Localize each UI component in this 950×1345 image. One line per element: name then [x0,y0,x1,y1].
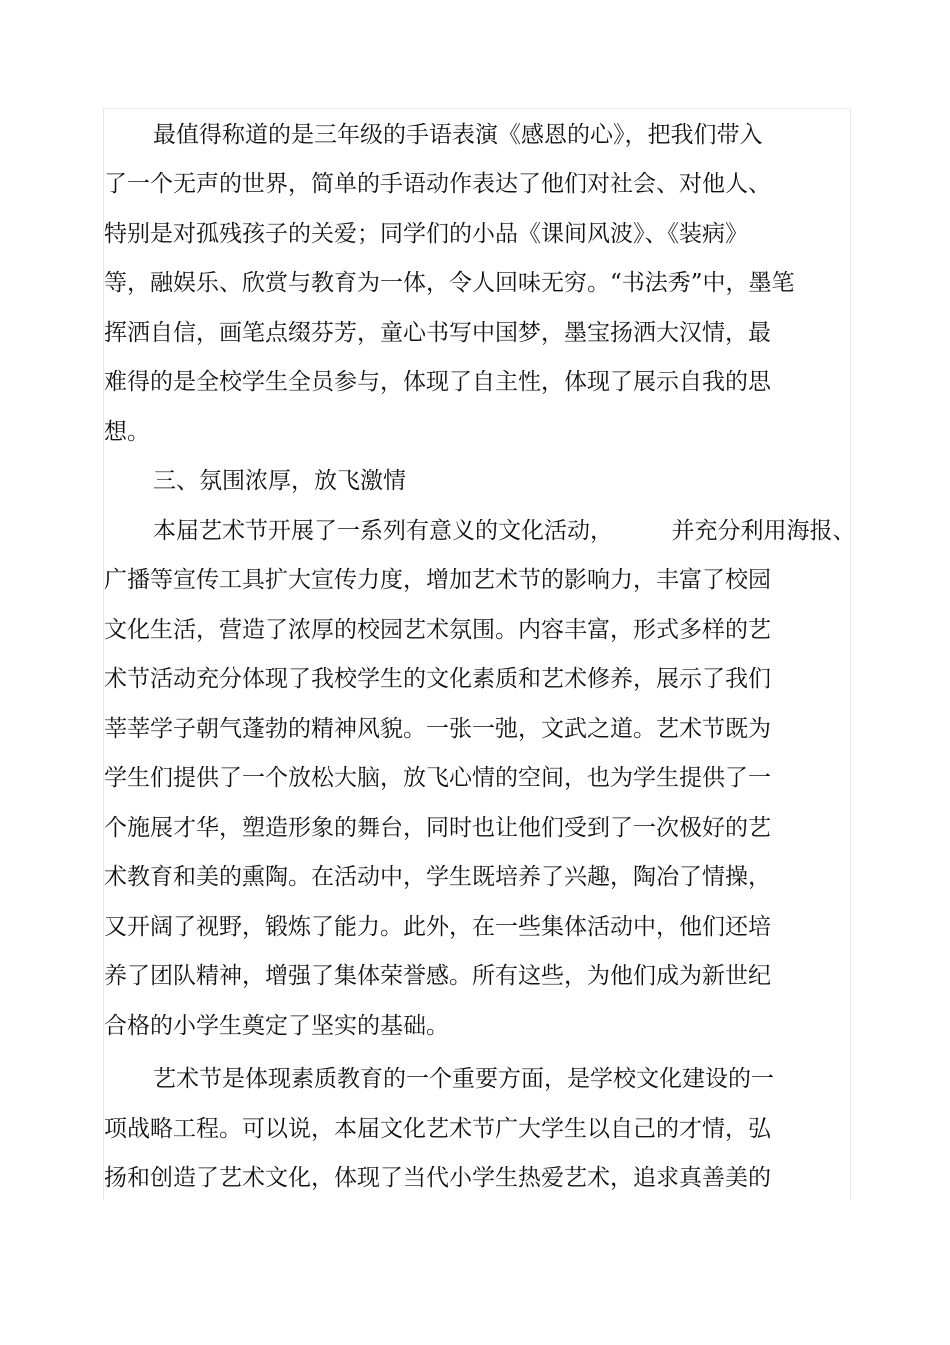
paragraph-1-line-6: 难得的是全校学生全员参与，体现了自主性，体现了展示自我的思 [104,369,771,395]
paragraph-3-line-1: 艺术节是体现素质教育的一个重要方面，是学校文化建设的一 [153,1066,774,1092]
paragraph-1-line-4: 等，融娱乐、欣赏与教育为一体，令人回味无穷。“书法秀”中，墨笔 [104,270,795,296]
paragraph-1-line-3: 特别是对孤残孩子的关爱；同学们的小品《课间风波》、《装病》 [104,221,748,247]
paragraph-2-line-8: 术教育和美的熏陶。在活动中，学生既培养了兴趣，陶冶了情操， [104,864,771,890]
paragraph-2-line-2: 广播等宣传工具扩大宣传力度，增加艺术节的影响力，丰富了校园 [104,567,771,593]
section-heading: 三、氛围浓厚，放飞激情 [153,468,406,494]
paragraph-2-line-11: 合格的小学生奠定了坚实的基础。 [104,1013,449,1039]
paragraph-2-line-4: 术节活动充分体现了我校学生的文化素质和艺术修养，展示了我们 [104,666,771,692]
paragraph-3-line-3: 扬和创造了艺术文化，体现了当代小学生热爱艺术，追求真善美的 [104,1165,771,1191]
paragraph-3-line-2: 项战略工程。可以说，本届文化艺术节广大学生以自己的才情，弘 [104,1116,771,1142]
paragraph-2-line-9: 又开阔了视野，锻炼了能力。此外，在一些集体活动中，他们还培 [104,914,771,940]
paragraph-2-line-6: 学生们提供了一个放松大脑，放飞心情的空间，也为学生提供了一 [104,765,771,791]
paragraph-2-line-3: 文化生活，营造了浓厚的校园艺术氛围。内容丰富，形式多样的艺 [104,617,771,643]
paragraph-1-line-2: 了一个无声的世界，简单的手语动作表达了他们对社会、对他人、 [104,171,771,197]
paragraph-2-line-7: 个施展才华，塑造形象的舞台，同时也让他们受到了一次极好的艺 [104,815,771,841]
paragraph-2-line-10: 养了团队精神，增强了集体荣誉感。所有这些，为他们成为新世纪 [104,963,771,989]
paragraph-2-line-5: 莘莘学子朝气蓬勃的精神风貌。一张一弛，文武之道。艺术节既为 [104,716,771,742]
paragraph-1-line-5: 挥洒自信，画笔点缀芬芳，童心书写中国梦，墨宝扬洒大汉情，最 [104,320,771,346]
paragraph-1-line-1: 最值得称道的是三年级的手语表演《感恩的心》，把我们带入 [153,122,763,148]
paragraph-2-line-1: 本届艺术节开展了一系列有意义的文化活动， 并充分利用海报、 [153,518,856,544]
paragraph-1-line-7: 想。 [104,419,150,445]
